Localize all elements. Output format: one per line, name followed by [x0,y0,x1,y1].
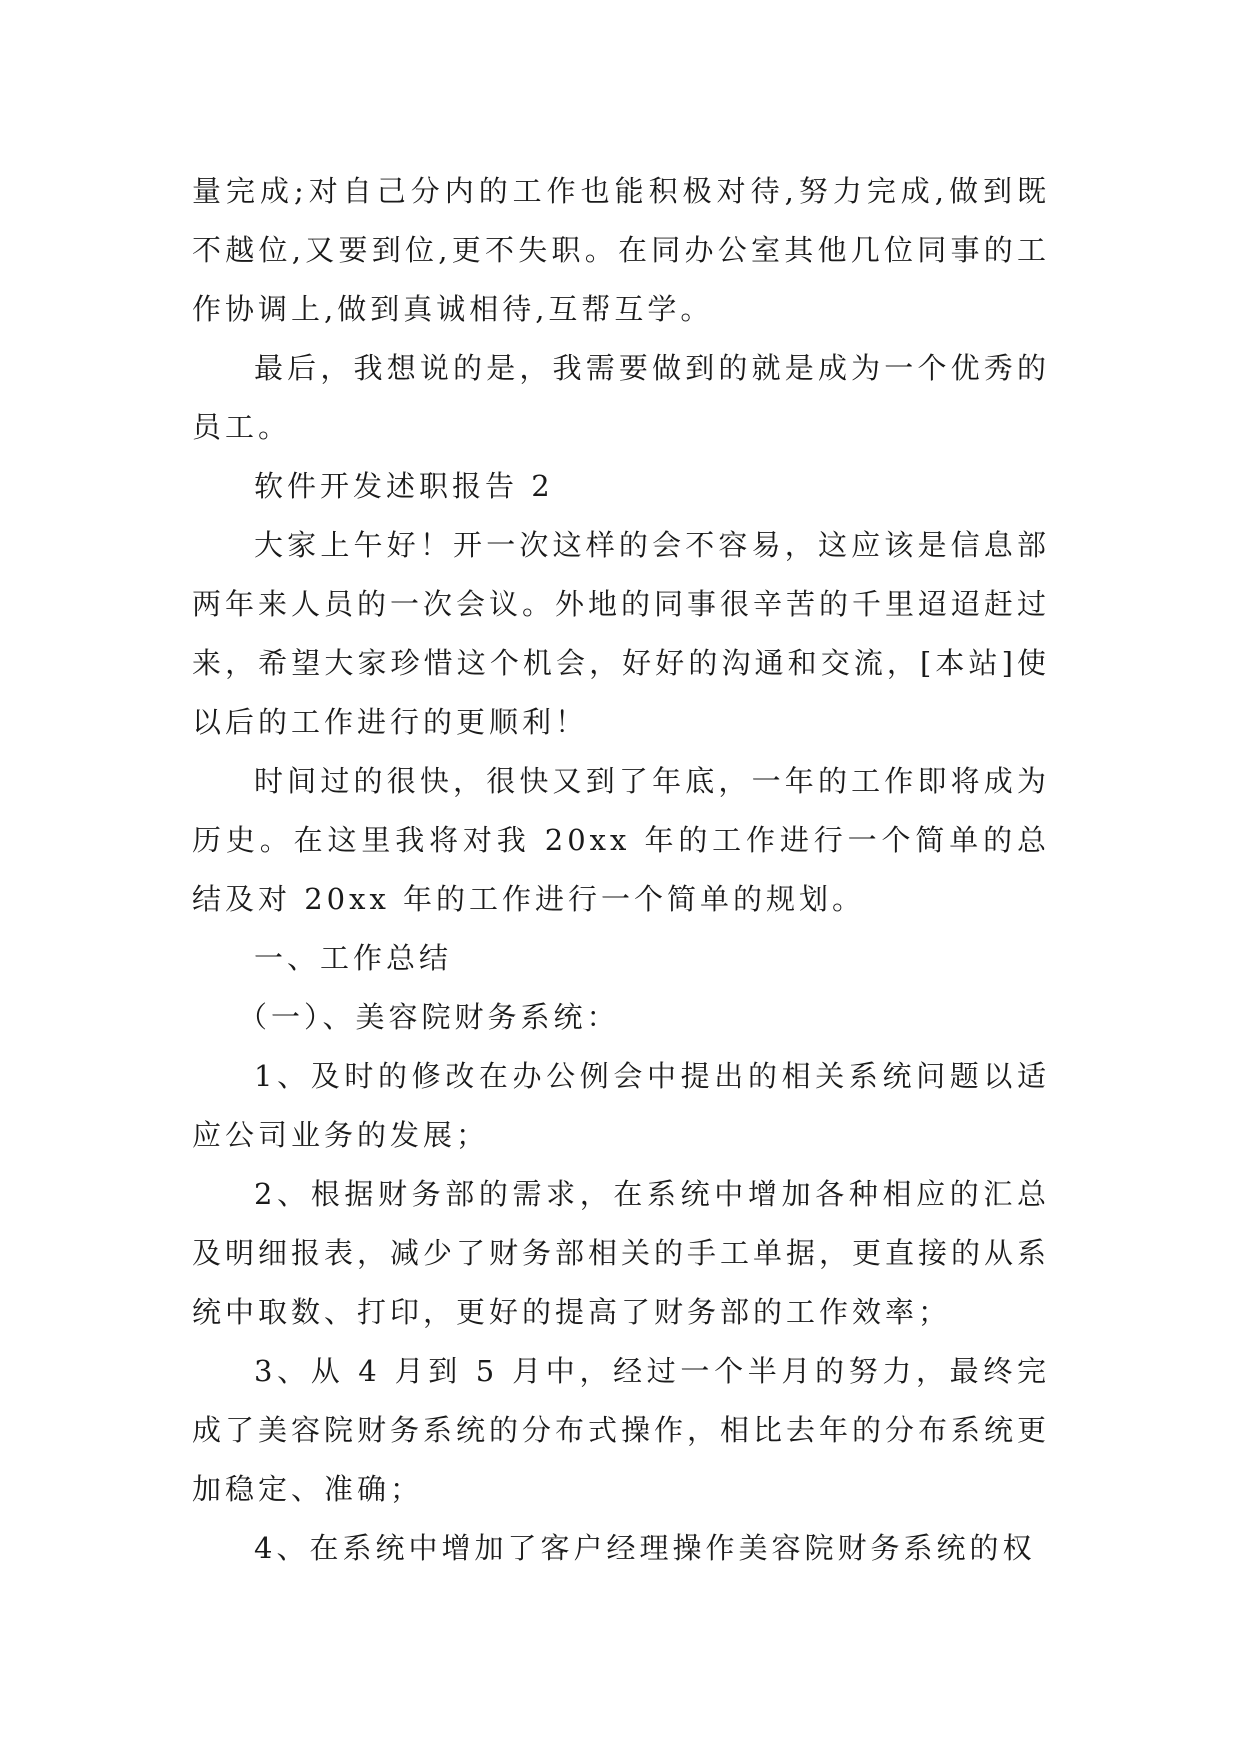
section-title: 软件开发述职报告 2 [254,469,554,503]
subheading-finance-system: （一）、美容院财务系统： [238,1000,620,1034]
list-item-2: 2、根据财务部的需求，在系统中增加各种相应的汇总及明细报表，减少了财务部相关的手工单据，更直接的从系统中取数、打印，更好的提高了财务部的工作效率； [192,1177,1051,1329]
paragraph-closing: 最后，我想说的是，我需要做到的就是成为一个优秀的员工。 [192,351,1050,444]
list-item-3: 3、从 4 月到 5 月中，经过一个半月的努力，最终完成了美容院财务系统的分布式操作，相比去年的分布系统更加稳定、准确； [192,1354,1051,1506]
list-item-4: 4、在系统中增加了客户经理操作美容院财务系统的权 [254,1531,1036,1565]
paragraph-intro: 时间过的很快，很快又到了年底，一年的工作即将成为历史。在这里我将对我 20xx 年的工作进行一个简单的总结及对 20xx 年的工作进行一个简单的规划。 [192,764,1050,916]
heading-work-summary: 一、工作总结 [254,941,453,975]
list-item-1: 1、及时的修改在办公例会中提出的相关系统问题以适应公司业务的发展； [192,1059,1050,1152]
paragraph-greeting: 大家上午好！开一次这样的会不容易，这应该是信息部两年来人员的一次会议。外地的同事很辛苦的千里迢迢赶过来，希望大家珍惜这个机会，好好的沟通和交流，[本站]使以后的工作进行的更顺利！ [192,528,1051,739]
paragraph-continuation: 量完成;对自己分内的工作也能积极对待,努力完成,做到既不越位,又要到位,更不失职。在同办公室其他几位同事的工作协调上,做到真诚相待,互帮互学。 [192,174,1050,326]
document-body [192,162,1050,1578]
